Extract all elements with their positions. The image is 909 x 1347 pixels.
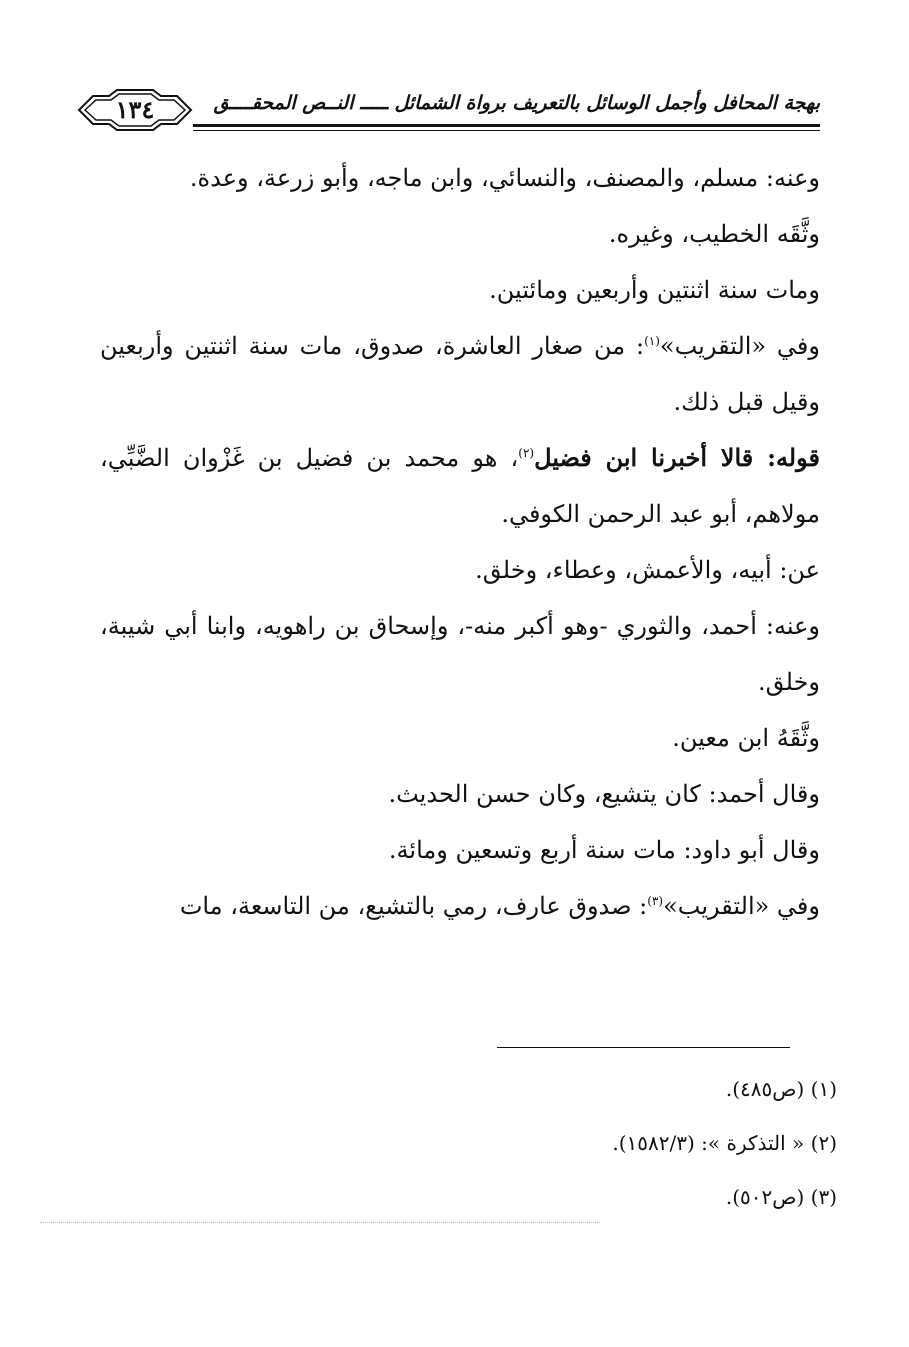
footnote: (١) (ص٤٨٥).: [725, 1077, 837, 1101]
footnote-ref[interactable]: (١): [644, 334, 660, 348]
scan-artifact: [40, 1222, 600, 1225]
paragraph-text: ، هو محمد بن فضيل بن غَزْوان الضَّبِّي، مولاهم، أبو عبد الرحمن الكوفي.: [100, 444, 820, 528]
page-header: [75, 82, 820, 142]
paragraph-lead: وفي «التقريب»: [663, 892, 820, 920]
paragraph-lead: وفي «التقريب»: [659, 332, 820, 360]
paragraph: وثَّقَهُ ابن معين.: [672, 724, 820, 752]
page-number-ornament: [75, 88, 195, 132]
main-text: [100, 150, 820, 934]
paragraph: [100, 878, 820, 934]
paragraph: [100, 318, 820, 430]
footnote: (٣) (ص٥٠٢).: [725, 1185, 837, 1209]
paragraph: ومات سنة اثنتين وأربعين ومائتين.: [489, 276, 820, 304]
footnotes: [300, 1062, 837, 1224]
paragraph-text: : من صغار العاشرة، صدوق، مات سنة اثنتين وأربعين وقيل قبل ذلك.: [100, 332, 820, 416]
footnote-ref[interactable]: (٢): [518, 446, 535, 460]
footnote: (٢) « التذكرة »: (١٥٨٢/٣).: [612, 1131, 837, 1155]
footnote-separator: [497, 1047, 790, 1048]
paragraph: وقال أبو داود: مات سنة أربع وتسعين ومائة.: [388, 836, 820, 864]
paragraph: عن: أبيه، والأعمش، وعطاء، وخلق.: [475, 556, 820, 584]
paragraph-lead-bold: قوله: قالا أخبرنا ابن فضيل: [534, 443, 820, 472]
paragraph: وعنه: مسلم، والمصنف، والنسائي، وابن ماجه، وأبو زرعة، وعدة.: [189, 164, 820, 192]
page-number: ١٣٤: [115, 95, 155, 124]
paragraph-text: : صدوق عارف، رمي بالتشيع، من التاسعة، مات: [179, 892, 648, 920]
paragraph: وقال أحمد: كان يتشيع، وكان حسن الحديث.: [388, 780, 820, 808]
running-head: بهجة المحافل وأجمل الوسائل بالتعريف برواة الشمائل ـــــ النــص المحقــــق: [213, 92, 820, 114]
footnote-ref[interactable]: (٣): [647, 894, 664, 908]
paragraph: وعنه: أحمد، والثوري -وهو أكبر منه-، وإسحاق بن راهويه، وابنا أبي شيبة، وخلق.: [100, 612, 820, 696]
header-rule: [193, 124, 820, 127]
paragraph: وثَّقَه الخطيب، وغيره.: [608, 220, 820, 248]
header-rule-thin: [193, 130, 820, 131]
paragraph: [100, 430, 820, 542]
